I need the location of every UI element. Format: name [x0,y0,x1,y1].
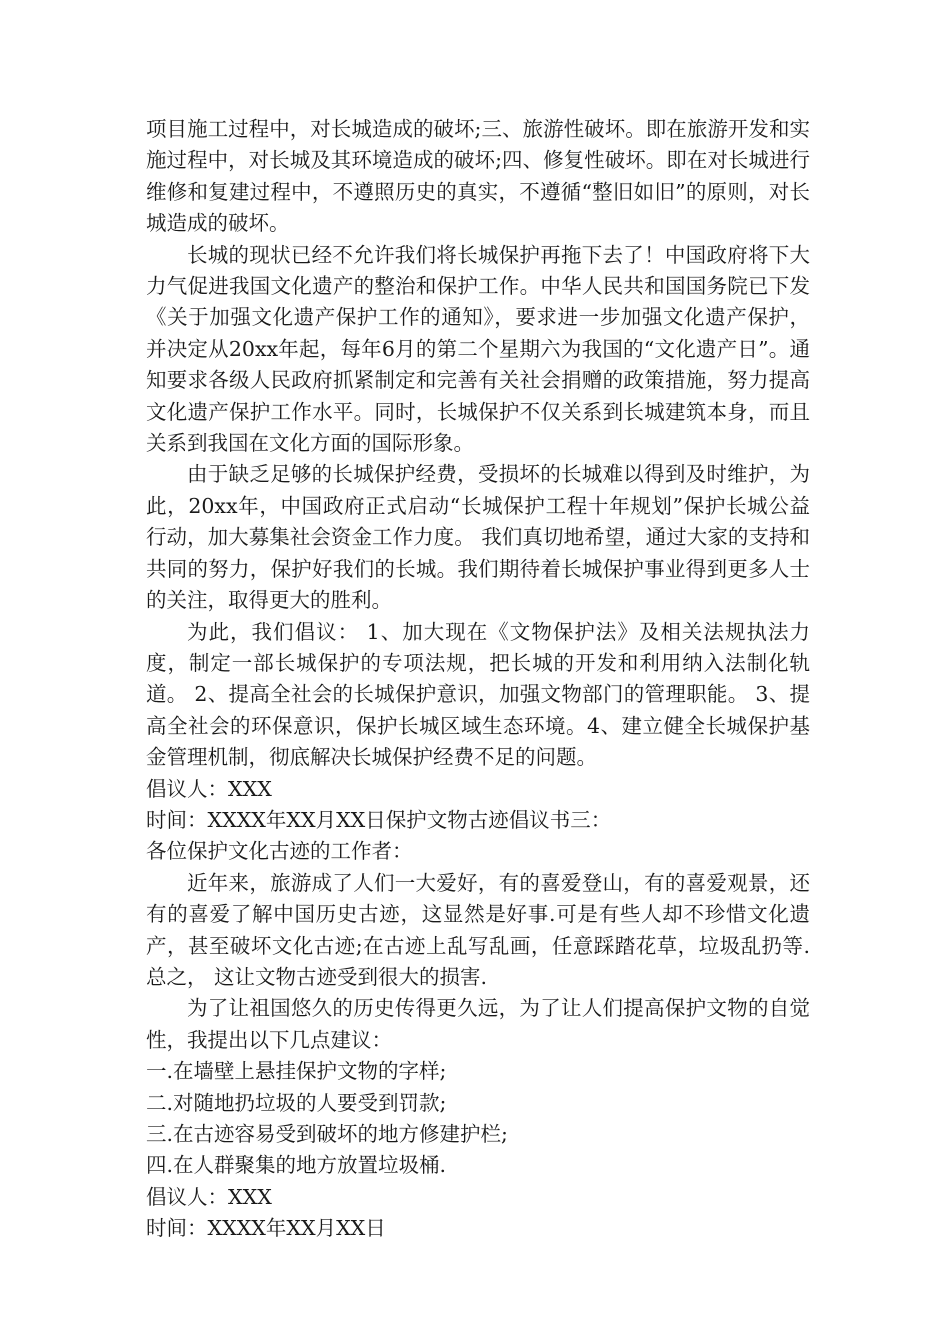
paragraph-current-situation: 长城的现状已经不允许我们将长城保护再拖下去了！中国政府将下大力气促进我国文化遗产的整治和保护工作。中华人民共和国国务院已下发《关于加强文化遗产保护工作的通知》，要求进一步加强文化遗产保护，并决定从20xx年起，每年6月的第二个星期六为我国的“文化遗产日”。通知要求各级人民政府抓紧制定和完善有关社会捐赠的政策措施，努力提高文化遗产保护工作水平。同时，长城保护不仅关系到长城建筑本身，而且关系到我国在文化方面的国际形象。 [146,242,810,456]
signature-proposer: 倡议人：XXX [146,776,272,801]
paragraph-funding: 由于缺乏足够的长城保护经费，受损坏的长城难以得到及时维护，为此，20xx年，中国政府正式启动“长城保护工程十年规划”保护长城公益行动，加大募集社会资金工作力度。 我们真切地希望，通过大家的支持和共同的努力，保护好我们的长城。我们期待着长城保护事业得到更多人士的关注，取得更大的胜利。 [146,462,810,613]
suggestion-item-3: 三.在古迹容易受到破坏的地方修建护栏; [146,1122,508,1146]
document-page [146,114,810,1245]
signature-date-2: 时间：XXXX年XX月XX日 [146,1216,386,1241]
paragraph-proposals: 为此，我们倡议： 1、加大现在《文物保护法》及相关法规执法力度，制定一部长城保护的专项法规，把长城的开发和利用纳入法制化轨道。 2、提高全社会的长城保护意识，加强文物部门的管理职能。 3、提高全社会的环保意识，保护长城区域生态环境。4、建立健全长城保护基金管理机制，彻底解决长城保护经费不足的问题。 [146,619,810,770]
suggestion-item-2: 二.对随地扔垃圾的人要受到罚款; [146,1090,447,1115]
salutation: 各位保护文化古迹的工作者： [146,839,413,864]
paragraph-damage-types: 项目施工过程中，对长城造成的破坏;三、旅游性破坏。即在旅游开发和实施过程中，对长城及其环境造成的破坏;四、修复性破坏。即在对长城进行维修和复建过程中，不遵照历史的真实，不遵循“整旧如旧”的原则，对长城造成的破坏。 [146,117,810,236]
paragraph-suggestions-intro: 为了让祖国悠久的历史传得更久远，为了让人们提高保护文物的自觉性，我提出以下几点建议： [146,996,810,1052]
suggestion-item-1: 一.在墙壁上悬挂保护文物的字样; [146,1059,447,1084]
signature-date-and-title: 时间：XXXX年XX月XX日保护文物古迹倡议书三： [146,807,612,832]
paragraph-tourism: 近年来，旅游成了人们一大爱好，有的喜爱登山，有的喜爱观景，还有的喜爱了解中国历史古迹，这显然是好事.可是有些人却不珍惜文化遗产，甚至破坏文化古迹;在古迹上乱写乱画，任意踩踏花草，垃圾乱扔等.总之， 这让文物古迹受到很大的损害. [146,870,810,989]
signature-proposer-2: 倡议人：XXX [146,1184,272,1209]
suggestion-item-4: 四.在人群聚集的地方放置垃圾桶. [146,1153,447,1178]
